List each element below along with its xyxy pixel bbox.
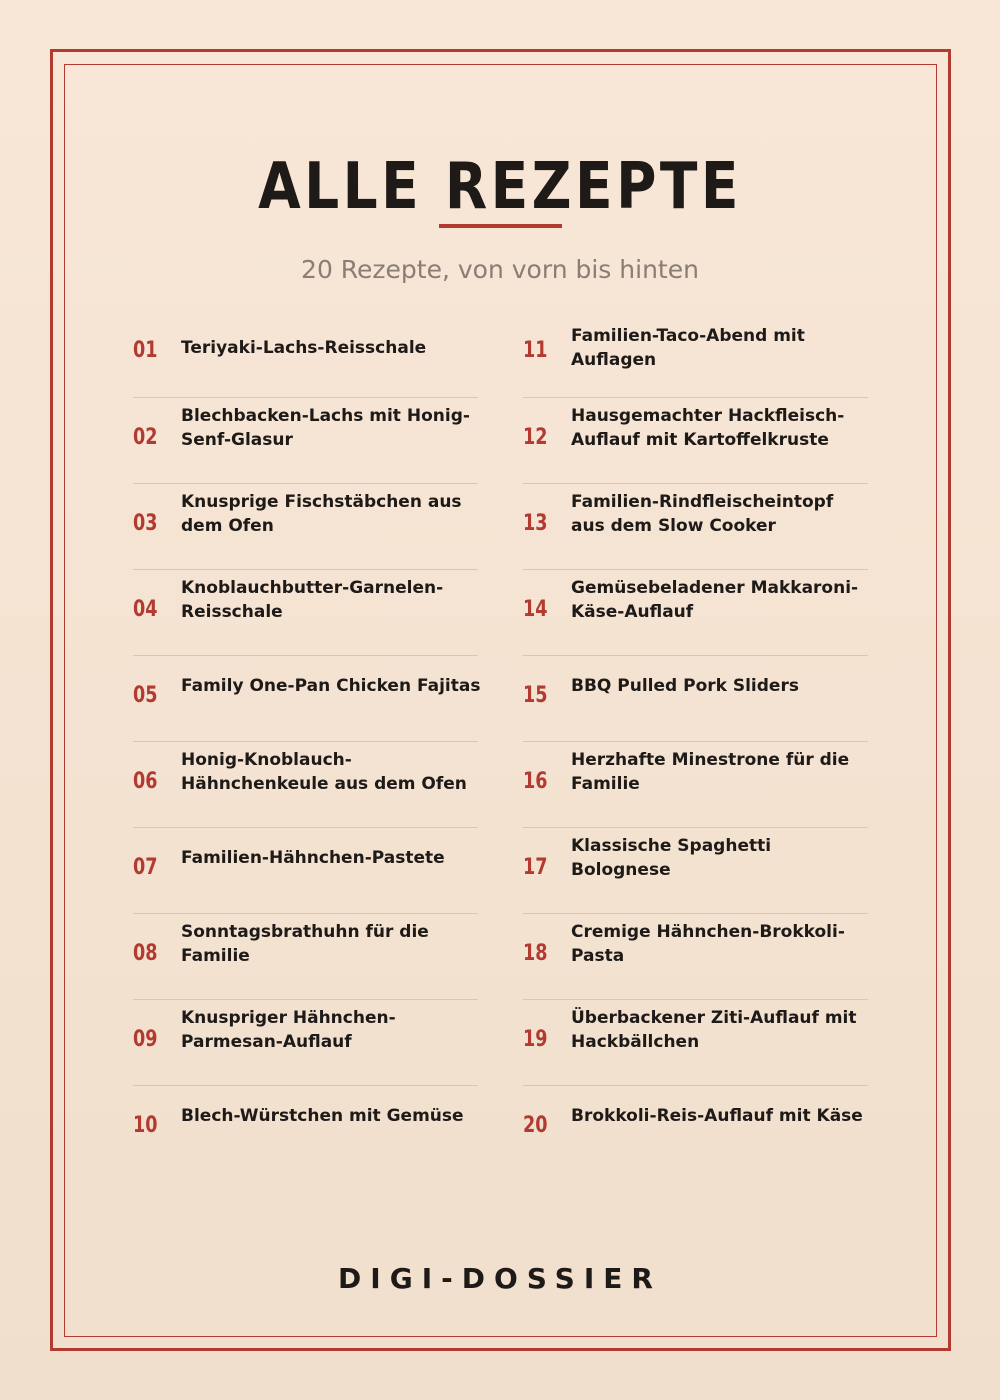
- recipe-name: Knusprige Fischstäbchen aus dem Ofen: [181, 492, 462, 536]
- recipe-item: [523, 483, 868, 569]
- recipe-name: Knuspriger Hähnchen-Parmesan-Auflauf: [181, 1008, 396, 1052]
- page-title: ALLE REZEPTE: [258, 150, 742, 224]
- recipe-name: Sonntagsbrathuhn für die Familie: [181, 922, 429, 966]
- recipe-number: 03: [133, 511, 158, 536]
- recipe-item: [133, 741, 478, 827]
- recipe-number: 14: [523, 597, 548, 622]
- recipe-item: [133, 655, 481, 741]
- recipe-number: 05: [133, 683, 158, 708]
- recipe-item: [133, 483, 478, 569]
- recipe-item: [133, 397, 478, 483]
- recipe-list-left: [133, 311, 481, 1171]
- recipe-number: 12: [523, 425, 548, 450]
- recipe-number: 08: [133, 941, 158, 966]
- recipe-number: 09: [133, 1027, 158, 1052]
- recipe-name: Blech-Würstchen mit Gemüse: [181, 1106, 464, 1126]
- page-subtitle: 20 Rezepte, von vorn bis hinten: [301, 255, 699, 284]
- recipe-item: [523, 913, 868, 999]
- recipe-name: Brokkoli-Reis-Auflauf mit Käse: [571, 1106, 863, 1126]
- recipe-number: 17: [523, 855, 548, 880]
- recipe-name: Teriyaki-Lachs-Reisschale: [181, 338, 427, 358]
- recipe-number: 10: [133, 1113, 158, 1138]
- recipe-item: [523, 655, 868, 741]
- recipe-item: [133, 999, 478, 1085]
- recipe-number: 19: [523, 1027, 548, 1052]
- recipe-name: Familien-Hähnchen-Pastete: [181, 848, 445, 868]
- recipe-item: [523, 311, 868, 397]
- recipe-number: 16: [523, 769, 548, 794]
- recipe-name: Cremige Hähnchen-Brokkoli-Pasta: [571, 922, 845, 966]
- recipe-name: Familien-Rindfleischeintopf aus dem Slow Cooker: [571, 492, 834, 536]
- recipe-name: Blechbacken-Lachs mit Honig-Senf-Glasur: [181, 406, 470, 450]
- recipe-number: 06: [133, 769, 158, 794]
- recipe-number: 11: [523, 338, 548, 363]
- recipe-item: [133, 913, 478, 999]
- recipe-name: BBQ Pulled Pork Sliders: [571, 676, 799, 696]
- recipe-item: [523, 827, 868, 913]
- recipe-number: 15: [523, 683, 548, 708]
- recipe-number: 04: [133, 597, 158, 622]
- recipe-item: [133, 311, 478, 397]
- recipe-item: [133, 1085, 478, 1171]
- recipe-item: [523, 569, 868, 655]
- recipe-name: Herzhafte Minestrone für die Familie: [571, 750, 850, 794]
- recipe-list-right: [523, 311, 868, 1171]
- recipe-name: Klassische Spaghetti Bolognese: [571, 836, 772, 880]
- recipe-item: [523, 1085, 868, 1171]
- recipe-item: [523, 999, 868, 1085]
- recipe-number: 20: [523, 1113, 548, 1138]
- recipe-name: Hausgemachter Hackfleisch-Auflauf mit Kartoffelkruste: [571, 406, 845, 450]
- recipe-item: [523, 397, 868, 483]
- recipe-item: [133, 569, 478, 655]
- brand-footer: DIGI-DOSSIER: [338, 1262, 662, 1295]
- recipe-number: 07: [133, 855, 158, 880]
- recipe-name: Gemüsebeladener Makkaroni-Käse-Auflauf: [571, 578, 859, 622]
- recipe-item: [133, 827, 478, 913]
- recipe-name: Überbackener Ziti-Auflauf mit Hackbällchen: [571, 1008, 857, 1052]
- recipe-number: 02: [133, 425, 158, 450]
- recipe-name: Familien-Taco-Abend mit Auflagen: [571, 326, 805, 370]
- recipe-number: 13: [523, 511, 548, 536]
- recipe-number: 18: [523, 941, 548, 966]
- recipe-name: Family One-Pan Chicken Fajitas: [181, 676, 481, 696]
- recipe-name: Honig-Knoblauch-Hähnchenkeule aus dem Ofen: [181, 750, 467, 794]
- recipe-number: 01: [133, 338, 158, 363]
- recipe-item: [523, 741, 868, 827]
- recipe-name: Knoblauchbutter-Garnelen-Reisschale: [181, 578, 444, 622]
- title-underline: [439, 224, 562, 228]
